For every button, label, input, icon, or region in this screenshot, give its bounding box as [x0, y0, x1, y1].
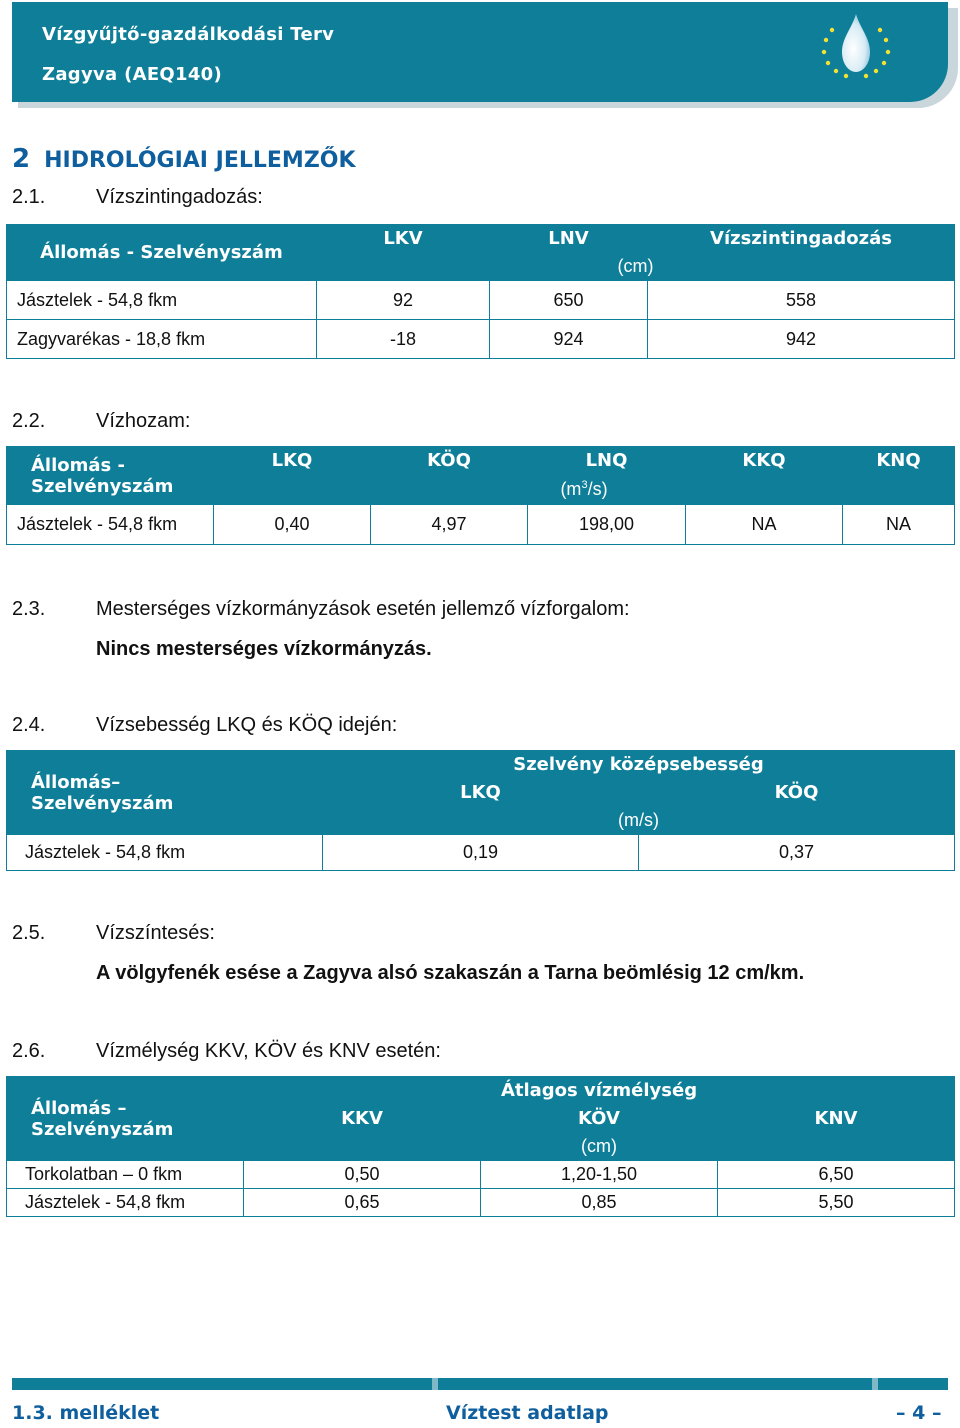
unit-cm: (cm) — [317, 253, 955, 281]
col-kov: KÖV — [481, 1105, 718, 1133]
chapter-title: HIDROLÓGIAI JELLEMZŐK — [44, 148, 356, 173]
table-row: Jásztelek - 54,8 fkm 0,19 0,37 — [7, 835, 955, 871]
header-title: Vízgyűjtő-gazdálkodási Terv — [42, 24, 335, 45]
footer-center: Víztest adatlap — [446, 1402, 609, 1424]
col-kkv: KKV — [244, 1105, 481, 1133]
water-drop-eu-stars-icon — [812, 10, 896, 80]
unit-ms: (m/s) — [323, 807, 955, 835]
col-kkq: KKQ — [686, 447, 843, 475]
col-koq: KÖQ — [371, 447, 528, 475]
table-row: Jásztelek - 54,8 fkm 0,40 4,97 198,00 NA NA — [7, 505, 955, 545]
col-lnv: LNV — [490, 225, 648, 253]
water-level-table — [6, 224, 955, 359]
section-2-1-heading: 2.1. Vízszintingadozás: — [12, 186, 263, 208]
col-station: Állomás - Szelvényszám — [7, 447, 214, 505]
footer-bar — [12, 1378, 948, 1390]
col-station: Állomás– Szelvényszám — [7, 751, 323, 835]
col-group-velocity: Szelvény középsebesség — [323, 751, 955, 779]
col-koq: KÖQ — [639, 779, 955, 807]
header-subtitle: Zagyva (AEQ140) — [42, 64, 223, 85]
section-2-5-note: A völgyfenék esése a Zagyva alsó szakaszán a Tarna beömlésig 12 cm/km. — [96, 962, 805, 984]
unit-m3s: $(m^3/s)$ — [214, 475, 955, 505]
col-lkv: LKV — [317, 225, 490, 253]
footer-page-number: – 4 – — [896, 1402, 942, 1424]
col-lkq: LKQ — [323, 779, 639, 807]
table-row: Zagyvarékas - 18,8 fkm -18 924 942 — [7, 320, 955, 359]
col-station: Állomás - Szelvényszám — [7, 225, 317, 281]
unit-cm: (cm) — [244, 1133, 955, 1161]
col-range: Vízszintingadozás — [648, 225, 955, 253]
header-banner — [12, 2, 948, 102]
col-knq: KNQ — [843, 447, 955, 475]
table-row: Torkolatban – 0 fkm 0,50 1,20-1,50 6,50 — [7, 1161, 955, 1189]
col-station: Állomás – Szelvényszám — [7, 1077, 244, 1161]
discharge-table — [6, 446, 955, 545]
section-2-3-heading: 2.3. Mesterséges vízkormányzások esetén jellemző vízforgalom: — [12, 598, 630, 620]
section-2-6-heading: 2.6. Vízmélység KKV, KÖV és KNV esetén: — [12, 1040, 441, 1062]
section-2-3-note: Nincs mesterséges vízkormányzás. — [96, 638, 432, 660]
col-lnq: LNQ — [528, 447, 686, 475]
section-2-4-heading: 2.4. Vízsebesség LKQ és KÖQ idején: — [12, 714, 398, 736]
footer-left: 1.3. melléklet — [12, 1402, 160, 1424]
col-group-depth: Átlagos vízmélység — [244, 1077, 955, 1105]
table-row: Jásztelek - 54,8 fkm 92 650 558 — [7, 281, 955, 320]
chapter-number: 2 — [12, 144, 31, 174]
depth-table — [6, 1076, 955, 1217]
section-2-5-heading: 2.5. Vízszíntesés: — [12, 922, 215, 944]
chapter-heading — [12, 144, 356, 174]
section-2-2-heading: 2.2. Vízhozam: — [12, 410, 191, 432]
velocity-table — [6, 750, 955, 871]
table-row: Jásztelek - 54,8 fkm 0,65 0,85 5,50 — [7, 1189, 955, 1217]
col-knv: KNV — [718, 1105, 955, 1133]
col-lkq: LKQ — [214, 447, 371, 475]
